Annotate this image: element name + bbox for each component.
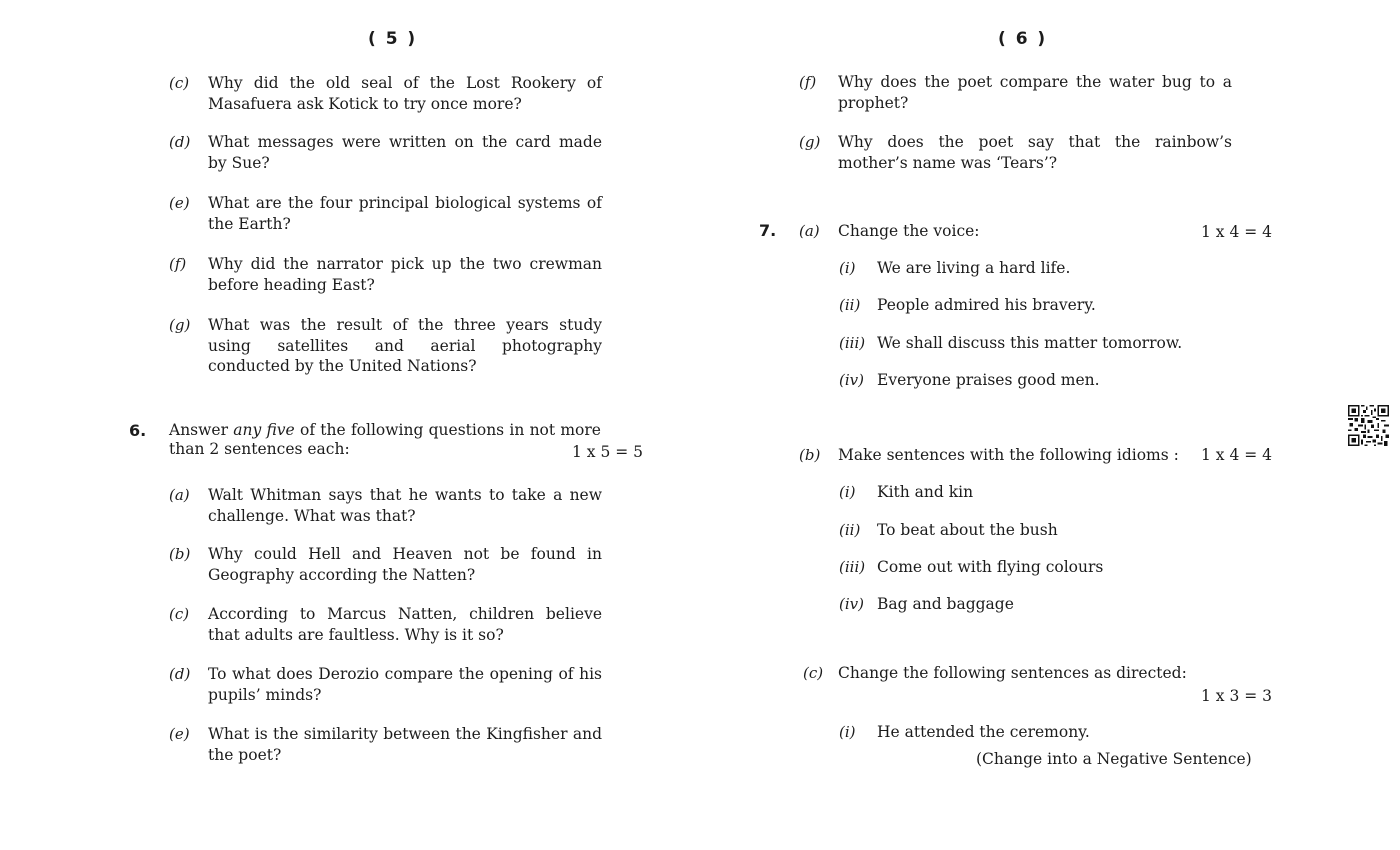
q6-item-a-label: (a)	[169, 486, 190, 504]
q7-c-i-instruction: (Change into a Negative Sentence)	[976, 750, 1252, 768]
q7-b-text: Make sentences with the following idioms :	[838, 446, 1179, 464]
q6-item-b-label: (b)	[169, 545, 191, 563]
q7-c-marks: 1 x 3 = 3	[1201, 687, 1273, 705]
q5-item-g-label: (g)	[169, 316, 191, 334]
q5-item-f-text: Why did the narrator pick up the two crewman before heading East?	[208, 255, 602, 294]
q7-a-label: (a)	[799, 222, 820, 240]
question-6-intro-emphasis: any five	[233, 421, 295, 439]
q6-item-a-text: Walt Whitman says that he wants to take a new challenge. What was that?	[208, 486, 602, 525]
q6-item-g-text: Why does the poet say that the rainbow’s mother’s name was ‘Tears’?	[838, 133, 1232, 172]
q6-item-g-label: (g)	[799, 133, 821, 151]
q7-b-i-label: (i)	[839, 483, 856, 501]
q7-a-ii-text: People admired his bravery.	[877, 296, 1096, 314]
q5-item-d-text: What messages were written on the card made by Sue?	[208, 133, 602, 172]
q6-item-e-label: (e)	[169, 725, 190, 743]
q6-item-d-label: (d)	[169, 665, 191, 683]
qr-code-icon	[1348, 405, 1389, 446]
q6-item-b-text: Why could Hell and Heaven not be found in Geography according the Natten?	[208, 545, 602, 584]
q7-b-ii-text: To beat about the bush	[877, 521, 1058, 539]
question-6-intro-line1	[169, 420, 601, 441]
q5-item-c-label: (c)	[169, 74, 190, 92]
q7-a-marks: 1 x 4 = 4	[1201, 223, 1273, 241]
q7-b-i-text: Kith and kin	[877, 483, 974, 501]
q7-c-i-text: He attended the ceremony.	[877, 723, 1090, 741]
q7-a-iii-label: (iii)	[839, 334, 866, 352]
q7-b-marks: 1 x 4 = 4	[1201, 446, 1273, 464]
question-6-intro-start: Answer	[169, 421, 234, 439]
q7-c-i-label: (i)	[839, 723, 856, 741]
question-6-number: 6.	[129, 421, 147, 440]
q7-c-label: (c)	[803, 664, 824, 682]
q5-item-e-text: What are the four principal biological systems of the Earth?	[208, 194, 602, 233]
q7-c-text: Change the following sentences as directed:	[838, 664, 1187, 682]
q6-item-f-text: Why does the poet compare the water bug to a prophet?	[838, 73, 1232, 112]
q7-b-iv-text: Bag and baggage	[877, 595, 1014, 613]
q7-a-iv-label: (iv)	[839, 371, 864, 389]
q7-b-iv-label: (iv)	[839, 595, 864, 613]
q7-b-ii-label: (ii)	[839, 521, 861, 539]
q7-a-ii-label: (ii)	[839, 296, 861, 314]
q7-b-iii-text: Come out with flying colours	[877, 558, 1104, 576]
q5-item-f-label: (f)	[169, 255, 187, 273]
q7-a-iii-text: We shall discuss this matter tomorrow.	[877, 334, 1183, 352]
q5-item-c-text: Why did the old seal of the Lost Rookery of Masafuera ask Kotick to try once more?	[208, 74, 602, 113]
question-6-intro-line2: than 2 sentences each:	[169, 440, 350, 458]
page-number-5: ( 5 )	[368, 29, 418, 49]
question-6-marks: 1 x 5 = 5	[572, 443, 644, 461]
q7-b-label: (b)	[799, 446, 821, 464]
q7-a-i-label: (i)	[839, 259, 856, 277]
q7-a-i-text: We are living a hard life.	[877, 259, 1071, 277]
q7-a-text: Change the voice:	[838, 222, 980, 240]
q6-item-f-label: (f)	[799, 73, 817, 91]
q6-item-c-text: According to Marcus Natten, children believe that adults are faultless. Why is it so?	[208, 605, 602, 644]
q6-item-d-text: To what does Derozio compare the opening of his pupils’ minds?	[208, 665, 602, 704]
question-6-intro-rest: of the following questions in not more	[294, 421, 601, 439]
q6-item-e-text: What is the similarity between the Kingfisher and the poet?	[208, 725, 602, 764]
q7-a-iv-text: Everyone praises good men.	[877, 371, 1100, 389]
q6-item-c-label: (c)	[169, 605, 190, 623]
q5-item-d-label: (d)	[169, 133, 191, 151]
q5-item-e-label: (e)	[169, 194, 190, 212]
page-number-6: ( 6 )	[998, 29, 1048, 49]
q5-item-g-text: What was the result of the three years study using satellites and aerial photography conducted by the United Nations?	[208, 316, 602, 375]
question-7-number: 7.	[759, 221, 777, 240]
q7-b-iii-label: (iii)	[839, 558, 866, 576]
